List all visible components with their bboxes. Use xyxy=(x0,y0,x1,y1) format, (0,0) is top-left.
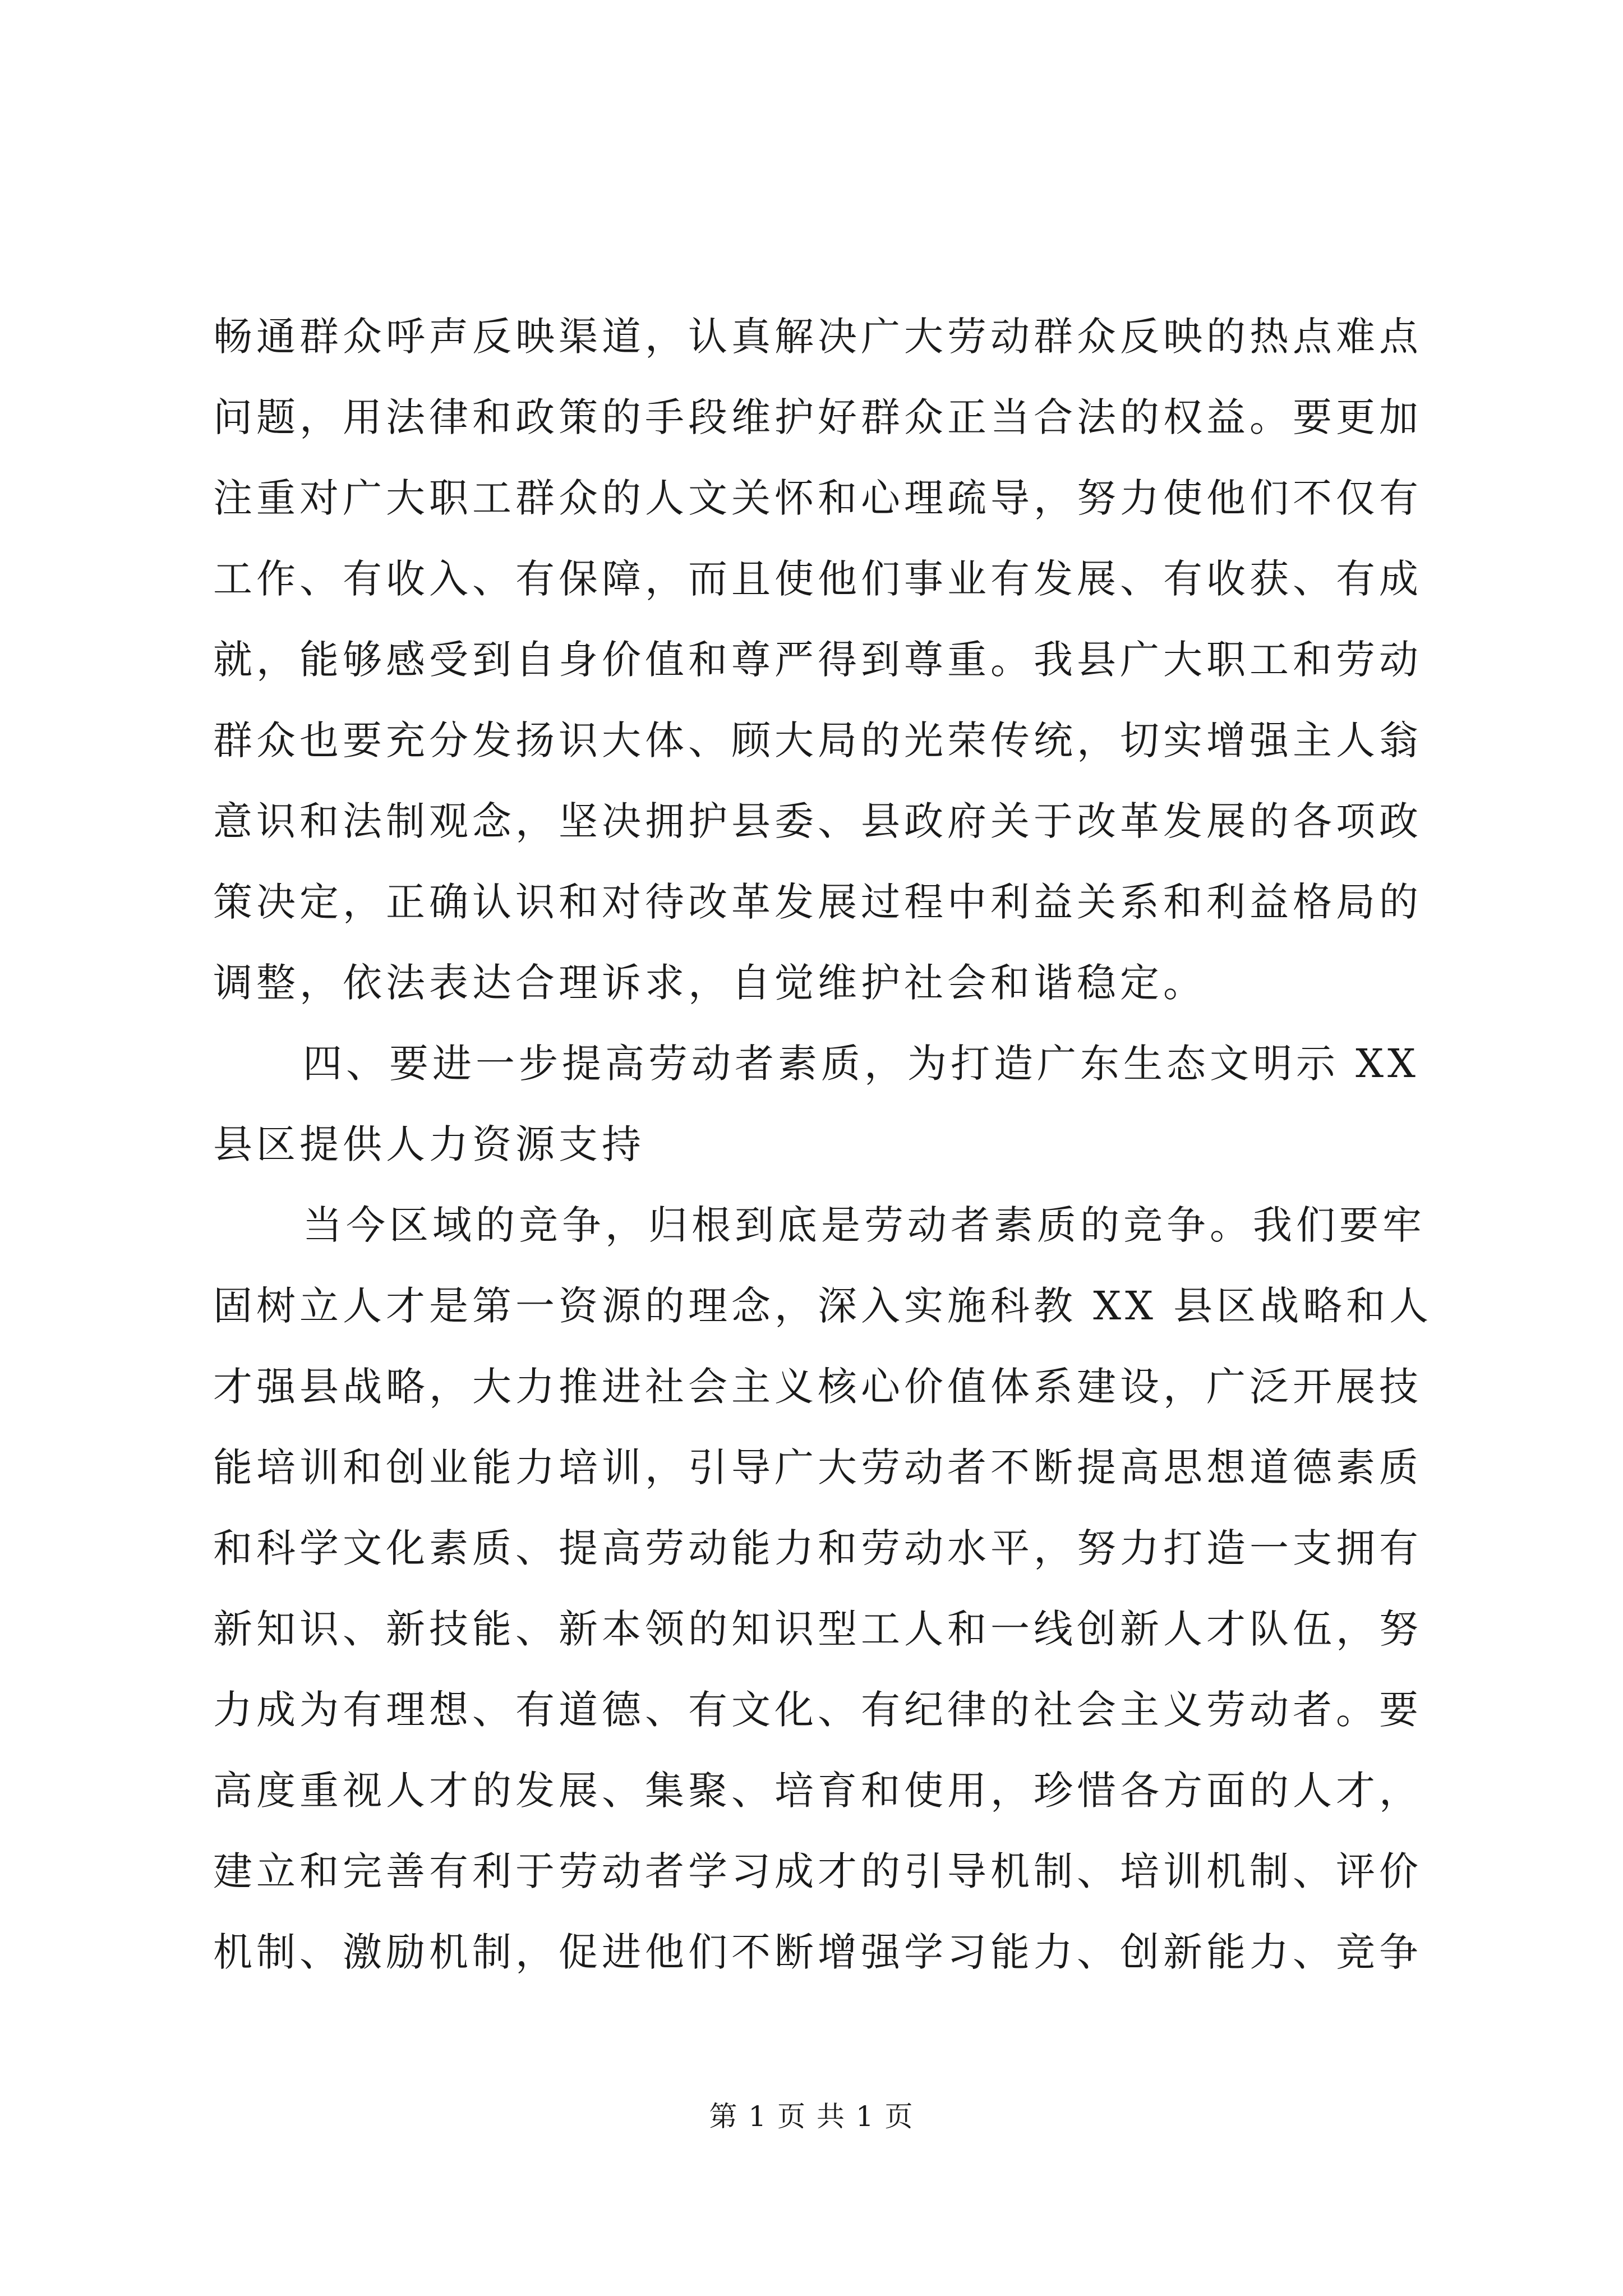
body-text-line: 群众也要充分发扬识大体、顾大局的光荣传统，切实增强主人翁 xyxy=(213,717,1422,763)
body-text-line: 能培训和创业能力培训，引导广大劳动者不断提高思想道德素质 xyxy=(213,1444,1422,1490)
body-text-line: 和科学文化素质、提高劳动能力和劳动水平，努力打造一支拥有 xyxy=(213,1525,1422,1571)
body-text-line: 注重对广大职工群众的人文关怀和心理疏导，努力使他们不仅有 xyxy=(213,475,1422,521)
body-text-line: 就，能够感受到自身价值和尊严得到尊重。我县广大职工和劳动 xyxy=(213,637,1422,683)
body-text-line: 问题，用法律和政策的手段维护好群众正当合法的权益。要更加 xyxy=(213,394,1422,440)
body-text-line: 策决定，正确认识和对待改革发展过程中利益关系和利益格局的 xyxy=(213,879,1422,925)
body-text-line: 畅通群众呼声反映渠道，认真解决广大劳动群众反映的热点难点 xyxy=(213,314,1422,360)
body-text-line: 工作、有收入、有保障，而且使他们事业有发展、有收获、有成 xyxy=(213,556,1422,602)
body-text-line: 建立和完善有利于劳动者学习成才的引导机制、培训机制、评价 xyxy=(213,1848,1422,1894)
body-text-line: 意识和法制观念，坚决拥护县委、县政府关于改革发展的各项政 xyxy=(213,798,1422,844)
body-text-line: 力成为有理想、有道德、有文化、有纪律的社会主义劳动者。要 xyxy=(213,1687,1422,1733)
body-text-line: 才强县战略，大力推进社会主义核心价值体系建设，广泛开展技 xyxy=(213,1364,1422,1410)
body-text-line: 高度重视人才的发展、集聚、培育和使用，珍惜各方面的人才， xyxy=(213,1768,1422,1814)
section-heading-line: 县区提供人力资源支持 xyxy=(213,1121,645,1167)
page-footer: 第 1 页 共 1 页 xyxy=(709,2100,914,2133)
body-text-line: 调整，依法表达合理诉求，自觉维护社会和谐稳定。 xyxy=(213,960,1206,1006)
body-text-line: 固树立人才是第一资源的理念，深入实施科教 XX 县区战略和人 xyxy=(213,1283,1433,1329)
section-heading-line: 四、要进一步提高劳动者素质，为打造广东生态文明示 XX xyxy=(303,1041,1419,1087)
body-text-line: 新知识、新技能、新本领的知识型工人和一线创新人才队伍，努 xyxy=(213,1606,1422,1652)
body-text-line: 机制、激励机制，促进他们不断增强学习能力、创新能力、竞争 xyxy=(213,1929,1422,1975)
body-text-line: 当今区域的竞争，归根到底是劳动者素质的竞争。我们要牢 xyxy=(303,1202,1426,1248)
